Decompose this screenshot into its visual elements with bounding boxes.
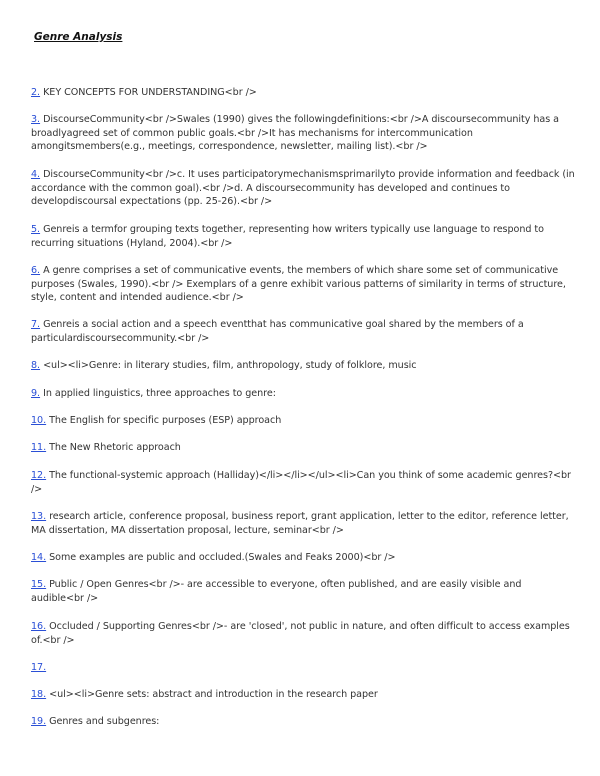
slide-item: [31, 113, 576, 154]
slide-item: [31, 318, 576, 345]
slide-item: [31, 469, 576, 496]
slide-item: [31, 441, 576, 455]
slide-item: [31, 510, 576, 537]
slide-item: [31, 661, 576, 675]
slide-item: [31, 223, 576, 250]
slide-link[interactable]: 14.: [31, 552, 47, 563]
slide-item: [31, 168, 576, 209]
slide-link[interactable]: 16.: [31, 621, 47, 632]
slide-text: DiscourseCommunity<br />c. It uses participatorymechanismsprimarilyto provide information and feedback (in accordance with the common goal).<br />d. A discoursecommunity has developed and continues to developdiscoursal expectations (pp. 25-26).<br />: [31, 169, 575, 207]
slide-item: [31, 414, 576, 428]
slide-link[interactable]: 15.: [31, 579, 47, 590]
slide-text: KEY CONCEPTS FOR UNDERSTANDING<br />: [43, 87, 257, 98]
slide-link[interactable]: 8.: [31, 360, 41, 371]
slide-item: [31, 359, 576, 373]
slide-link[interactable]: 17.: [31, 662, 47, 673]
slide-link[interactable]: 6.: [31, 265, 41, 276]
slide-text: Some examples are public and occluded.(Swales and Feaks 2000)<br />: [49, 552, 396, 563]
slide-text: research article, conference proposal, business report, grant application, letter to the editor, reference letter, MA dissertation, MA dissertation proposal, lecture, seminar<br />: [31, 511, 569, 536]
slide-text: The New Rhetoric approach: [49, 442, 181, 453]
slide-text: <ul><li>Genre sets: abstract and introduction in the research paper: [49, 689, 378, 700]
slide-item: [31, 715, 576, 729]
slide-text: The English for specific purposes (ESP) approach: [49, 415, 282, 426]
slide-text: In applied linguistics, three approaches to genre:: [43, 388, 276, 399]
slide-text: Genreis a social action and a speech eventthat has communicative goal shared by the members of a particulardiscoursecommunity.<br />: [31, 319, 524, 344]
slide-item: [31, 387, 576, 401]
slide-item: [31, 86, 576, 100]
slide-link[interactable]: 12.: [31, 470, 47, 481]
slide-text: The functional-systemic approach (Halliday)</li></li></ul><li>Can you think of some academic genres?<br />: [31, 470, 571, 495]
slide-item: [31, 620, 576, 647]
slide-text: Genreis a termfor grouping texts together, representing how writers typically use language to respond to recurring situations (Hyland, 2004).<br />: [31, 224, 544, 249]
slide-link[interactable]: 13.: [31, 511, 47, 522]
slide-item: [31, 551, 576, 565]
slide-text: Public / Open Genres<br />- are accessible to everyone, often published, and are easily visible and audible<br />: [31, 579, 522, 604]
slide-link[interactable]: 9.: [31, 388, 41, 399]
page-title: Genre Analysis: [34, 31, 123, 43]
slide-link[interactable]: 11.: [31, 442, 47, 453]
slide-text: Genres and subgenres:: [49, 716, 160, 727]
slide-item: [31, 688, 576, 702]
slide-link[interactable]: 4.: [31, 169, 41, 180]
slide-link[interactable]: 2.: [31, 87, 41, 98]
slide-item: [31, 578, 576, 605]
slide-link[interactable]: 10.: [31, 415, 47, 426]
slide-item: [31, 264, 576, 305]
slide-link[interactable]: 18.: [31, 689, 47, 700]
slide-link[interactable]: 3.: [31, 114, 41, 125]
slide-text: <ul><li>Genre: in literary studies, film, anthropology, study of folklore, music: [43, 360, 417, 371]
slide-link[interactable]: 5.: [31, 224, 41, 235]
slide-text: DiscourseCommunity<br />Swales (1990) gives the followingdefinitions:<br />A discoursecommunity has a broadlyagreed set of common public goals.<br />It has mechanisms for intercommunication amongitsmembers(e.g., meetings, correspondence, newsletter, mailing list).<br />: [31, 114, 559, 152]
slide-text: A genre comprises a set of communicative events, the members of which share some set of communicative purposes (Swales, 1990).<br /> Exemplars of a genre exhibit various patterns of similarity in terms of structure, style, content and intended audience.<br />: [31, 265, 566, 303]
slide-text: Occluded / Supporting Genres<br />- are 'closed', not public in nature, and often difficult to access examples of.<br />: [31, 621, 570, 646]
slide-link[interactable]: 19.: [31, 716, 47, 727]
slide-link[interactable]: 7.: [31, 319, 41, 330]
